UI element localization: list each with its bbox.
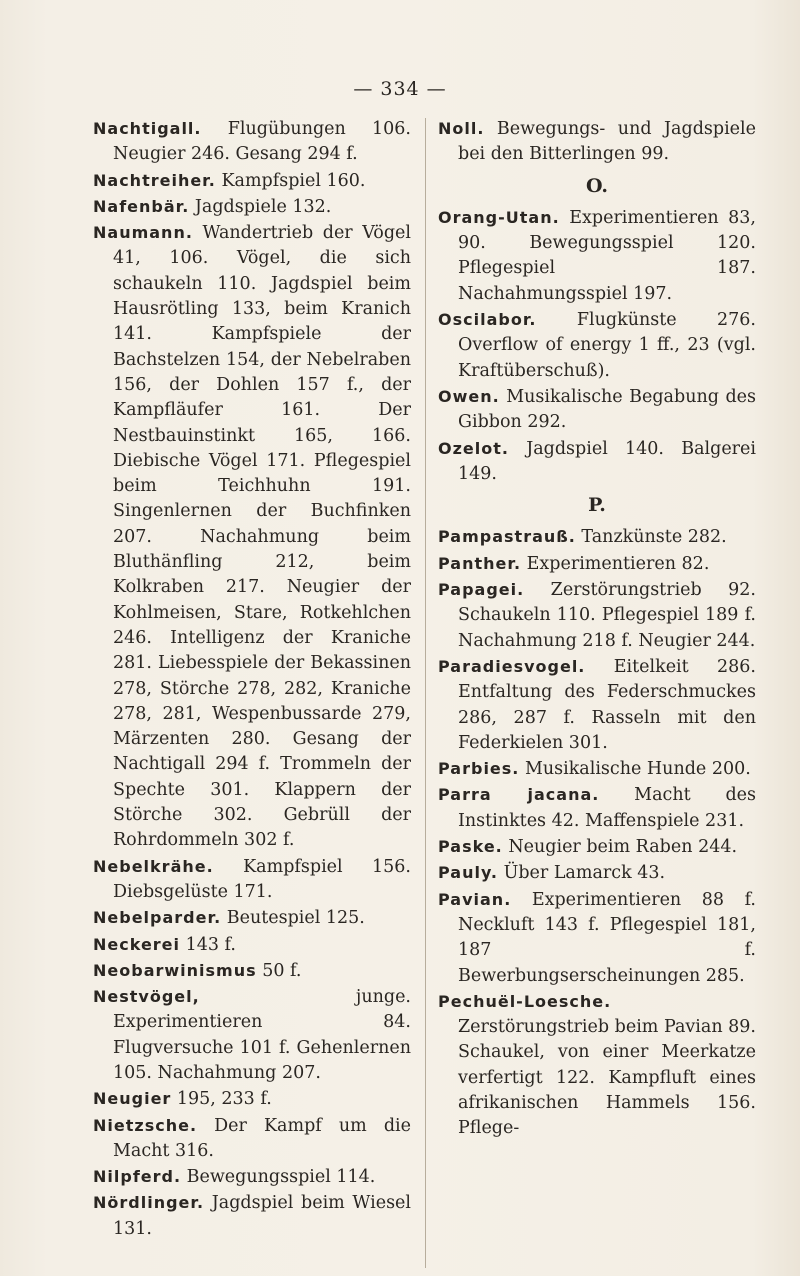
index-text: 195, 233 f. bbox=[171, 1089, 272, 1110]
index-keyword: Nachtreiher. bbox=[93, 170, 216, 190]
index-keyword: Pavian. bbox=[438, 889, 512, 909]
index-text: Bewegungsspiel 114. bbox=[181, 1167, 376, 1188]
index-entry bbox=[438, 654, 756, 756]
index-entry bbox=[438, 834, 756, 860]
index-keyword: Nestvögel, bbox=[93, 987, 200, 1007]
index-text: 143 f. bbox=[180, 934, 236, 955]
index-keyword: Pampastrauß. bbox=[438, 527, 576, 547]
index-text: Jagdspiel 140. Balgerei 149. bbox=[458, 438, 756, 484]
index-keyword: Ozelot. bbox=[438, 438, 509, 458]
index-entry bbox=[438, 782, 756, 834]
index-keyword: Owen. bbox=[438, 386, 500, 406]
index-column-right bbox=[438, 116, 756, 1142]
index-entry bbox=[93, 194, 411, 220]
index-entry bbox=[93, 168, 411, 194]
page-number: — 334 — bbox=[353, 78, 447, 100]
index-text: Musikalische Hunde 200. bbox=[519, 759, 751, 780]
index-keyword: Neugier bbox=[93, 1089, 172, 1109]
index-text: Bewegungs- und Jagdspiele bei den Bitterlingen 99. bbox=[458, 119, 756, 165]
index-entry bbox=[438, 989, 756, 1142]
index-entry bbox=[93, 854, 411, 906]
index-entry bbox=[438, 577, 756, 654]
index-entry bbox=[438, 307, 756, 384]
index-keyword: Neobarwinismus bbox=[93, 960, 257, 980]
index-keyword: Panther. bbox=[438, 553, 522, 573]
index-keyword: Paske. bbox=[438, 837, 503, 857]
index-keyword: Nebelparder. bbox=[93, 908, 222, 928]
index-entry bbox=[93, 932, 411, 958]
section-letter-p: P. bbox=[588, 494, 606, 517]
index-text: Kampfspiel 156. Diebsgelüste 171. bbox=[113, 856, 411, 902]
index-keyword: Parra jacana. bbox=[438, 785, 600, 805]
index-keyword: Nietzsche. bbox=[93, 1115, 198, 1135]
index-text: 50 f. bbox=[256, 960, 302, 981]
index-text: Jagdspiele 132. bbox=[189, 196, 332, 217]
index-keyword: Nilpferd. bbox=[93, 1167, 182, 1187]
index-text: Tanzkünste 282. bbox=[575, 527, 727, 548]
index-keyword: Nördlinger. bbox=[93, 1193, 205, 1213]
index-text: Experimentieren 88 f. Neckluft 143 f. Pflegespiel 181, 187 f. Bewerbungserscheinungen 285. bbox=[458, 889, 756, 986]
index-entry bbox=[93, 116, 411, 168]
index-text: Flugkünste 276. Overflow of energy 1 ff., 23 (vgl. Kraftüberschuß). bbox=[458, 310, 756, 381]
index-entry bbox=[93, 984, 411, 1086]
index-keyword: Pechuël-Loesche. bbox=[438, 991, 612, 1011]
index-entry bbox=[93, 905, 411, 931]
index-text: junge. Experimentieren 84. Flugversuche 101 f. Gehenlernen 105. Nachahmung 207. bbox=[113, 987, 411, 1083]
index-column-left bbox=[93, 116, 411, 1242]
index-entry bbox=[93, 1113, 411, 1165]
index-keyword: Neckerei bbox=[93, 934, 181, 954]
index-text: Neugier beim Raben 244. bbox=[502, 837, 738, 858]
column-divider bbox=[425, 118, 426, 1268]
index-entry bbox=[93, 1190, 411, 1242]
index-text: Der Kampf um die Macht 316. bbox=[113, 1115, 411, 1161]
index-keyword: Nafenbär. bbox=[93, 196, 190, 216]
index-entry bbox=[438, 384, 756, 436]
index-keyword: Papagei. bbox=[438, 580, 525, 600]
index-text: Beutespiel 125. bbox=[221, 908, 365, 929]
index-entry bbox=[438, 436, 756, 488]
index-text: Kampfspiel 160. bbox=[215, 170, 366, 191]
index-keyword: Pauly. bbox=[438, 863, 499, 883]
index-entry bbox=[93, 1164, 411, 1190]
index-entry bbox=[438, 860, 756, 886]
index-entry bbox=[93, 220, 411, 853]
index-text: Jagdspiel beim Wiesel 131. bbox=[113, 1193, 411, 1239]
index-entry bbox=[438, 524, 756, 550]
index-keyword: Paradiesvogel. bbox=[438, 656, 586, 676]
index-text: Macht des Instinktes 42. Maffenspiele 231. bbox=[458, 785, 756, 831]
index-text: Wandertrieb der Vögel 41, 106. Vögel, die sich schaukeln 110. Jagdspiel beim Hausrötling 133, beim Kranich 141. Kampfspiele der Bachstelzen 154, der Nebelraben 156, der Dohlen 157 f., der Kampfläufer 161. Der Nestbauinstinkt 165, 166. Diebische Vögel 171. Pflegespiel beim Teichhuhn 191. Singenlernen der Buchfinken 207. Nachahmung beim Bluthänfling 212, beim Kolkraben 217. Neugier der Kohlmeisen, Stare, Rotkehlchen 246. Intelligenz der Kraniche 281. Liebesspiele der Bekassinen 278, Störche 278, 282, Kraniche 278, 281, Wespenbussarde 279, Märzenten 280. Gesang der Nachtigall 294 f. Trommeln der Spechte 301. Klappern der Störche 302. Gebrüll der Rohrdommeln 302 f. bbox=[113, 223, 411, 851]
index-text: Über Lamarck 43. bbox=[498, 863, 666, 884]
index-entry bbox=[93, 958, 411, 984]
index-keyword: Orang-Utan. bbox=[438, 207, 560, 227]
index-text: Eitelkeit 286. Entfaltung des Federschmuckes 286, 287 f. Rasseln mit den Federkielen 301. bbox=[458, 656, 756, 753]
index-text: Zerstörungstrieb beim Pavian 89. Schaukel, von einer Meerkatze verfertigt 122. Kampfluft eines afrikanischen Hammels 156. Pflege- bbox=[458, 1017, 756, 1139]
index-text: Experimentieren 83, 90. Bewegungsspiel 120. Pflegespiel 187. Nachahmungsspiel 197. bbox=[458, 207, 756, 304]
index-entry bbox=[438, 756, 756, 782]
index-text: Flugübungen 106. Neugier 246. Gesang 294 f. bbox=[113, 119, 411, 165]
index-entry bbox=[438, 551, 756, 577]
index-text: Zerstörungstrieb 92. Schaukeln 110. Pflegespiel 189 f. Nachahmung 218 f. Neugier 244. bbox=[458, 580, 756, 651]
index-keyword: Noll. bbox=[438, 119, 485, 138]
index-entry bbox=[93, 1086, 411, 1112]
index-entry bbox=[438, 887, 756, 989]
index-keyword: Nebelkrähe. bbox=[93, 856, 214, 876]
index-keyword: Nachtigall. bbox=[93, 119, 202, 138]
index-keyword: Parbies. bbox=[438, 759, 520, 779]
section-letter-o: O. bbox=[585, 174, 609, 197]
index-text: Musikalische Begabung des Gibbon 292. bbox=[458, 386, 756, 433]
index-entry bbox=[438, 116, 756, 168]
index-entry bbox=[438, 205, 756, 307]
index-keyword: Oscilabor. bbox=[438, 310, 537, 330]
index-text: Experimentieren 82. bbox=[521, 553, 710, 574]
index-keyword: Naumann. bbox=[93, 223, 193, 243]
